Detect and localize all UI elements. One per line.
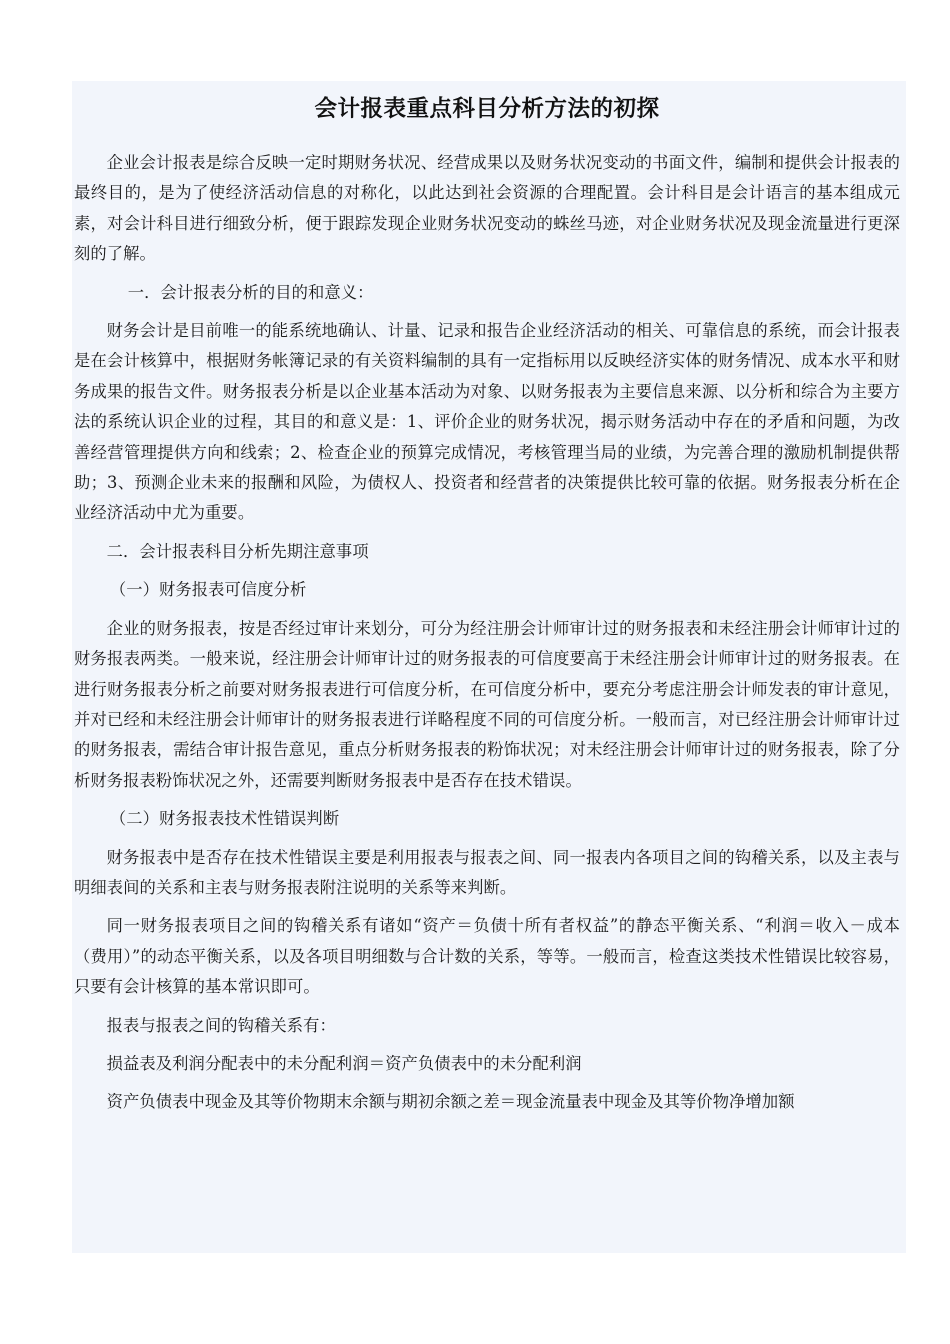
paragraph-cash-equivalents: 资产负债表中现金及其等价物期末余额与期初余额之差＝现金流量表中现金及其等价物净增加额 — [106, 1092, 795, 1112]
paragraph-report-relations: 报表与报表之间的钩稽关系有： — [106, 1015, 336, 1035]
subsection-heading-credibility: （一）财务报表可信度分析 — [109, 580, 307, 600]
section-heading-2: 二．会计报表科目分析先期注意事项 — [106, 541, 369, 561]
paragraph-undistributed-profit: 损益表及利润分配表中的未分配利润＝资产负债表中的未分配利润 — [106, 1053, 582, 1073]
section-heading-1: 一．会计报表分析的目的和意义： — [127, 282, 374, 302]
paragraph-technical-errors: 财务报表中是否存在技术性错误主要是利用报表与报表之间、同一报表内各项目之间的钩稽关系，以及主表与明细表间的关系和主表与财务报表附注说明的关系等来判断。 — [74, 847, 900, 897]
paragraph-balance-relations: 同一财务报表项目之间的钩稽关系有诸如“资产＝负债十所有者权益”的静态平衡关系、“利润＝收入－成本（费用）”的动态平衡关系，以及各项目明细数与合计数的关系，等等。一般而言，检查这类技术性错误比较容易，只要有会计核算的基本常识即可。 — [74, 916, 900, 997]
document-title: 会计报表重点科目分析方法的初探 — [314, 96, 660, 122]
paragraph-purpose: 财务会计是目前唯一的能系统地确认、计量、记录和报告企业经济活动的相关、可靠信息的系统，而会计报表是在会计核算中，根据财务帐簿记录的有关资料编制的具有一定指标用以反映经济实体的财务情况、成本水平和财务成果的报告文件。财务报表分析是以企业基本活动为对象、以财务报表为主要信息来源、以分析和综合为主要方法的系统认识企业的过程，其目的和意义是：1、评价企业的财务状况，揭示财务活动中存在的矛盾和问题，为改善经营管理提供方向和线索；2、检查企业的预算完成情况，考核管理当局的业绩，为完善合理的激励机制提供帮助；3、预测企业未来的报酬和风险，为债权人、投资者和经营者的决策提供比较可靠的依据。财务报表分析在企业经济活动中尤为重要。 — [74, 321, 900, 523]
document-body — [72, 81, 906, 1253]
paragraph-credibility: 企业的财务报表，按是否经过审计来划分，可分为经注册会计师审计过的财务报表和未经注册会计师审计过的财务报表两类。一般来说，经注册会计师审计过的财务报表的可信度要高于未经注册会计师审计过的财务报表。在进行财务报表分析之前要对财务报表进行可信度分析，在可信度分析中，要充分考虑注册会计师发表的审计意见，并对已经和未经注册会计师审计的财务报表进行详略程度不同的可信度分析。一般而言，对已经注册会计师审计过的财务报表，需结合审计报告意见，重点分析财务报表的粉饰状况；对未经注册会计师审计过的财务报表，除了分析财务报表粉饰状况之外，还需要判断财务报表中是否存在技术错误。 — [74, 618, 900, 790]
subsection-heading-technical-errors: （二）财务报表技术性错误判断 — [109, 809, 340, 829]
paragraph-intro: 企业会计报表是综合反映一定时期财务状况、经营成果以及财务状况变动的书面文件，编制和提供会计报表的最终目的，是为了使经济活动信息的对称化，以此达到社会资源的合理配置。会计科目是会计语言的基本组成元素，对会计科目进行细致分析，便于跟踪发现企业财务状况变动的蛛丝马迹，对企业财务状况及现金流量进行更深刻的了解。 — [74, 153, 900, 264]
